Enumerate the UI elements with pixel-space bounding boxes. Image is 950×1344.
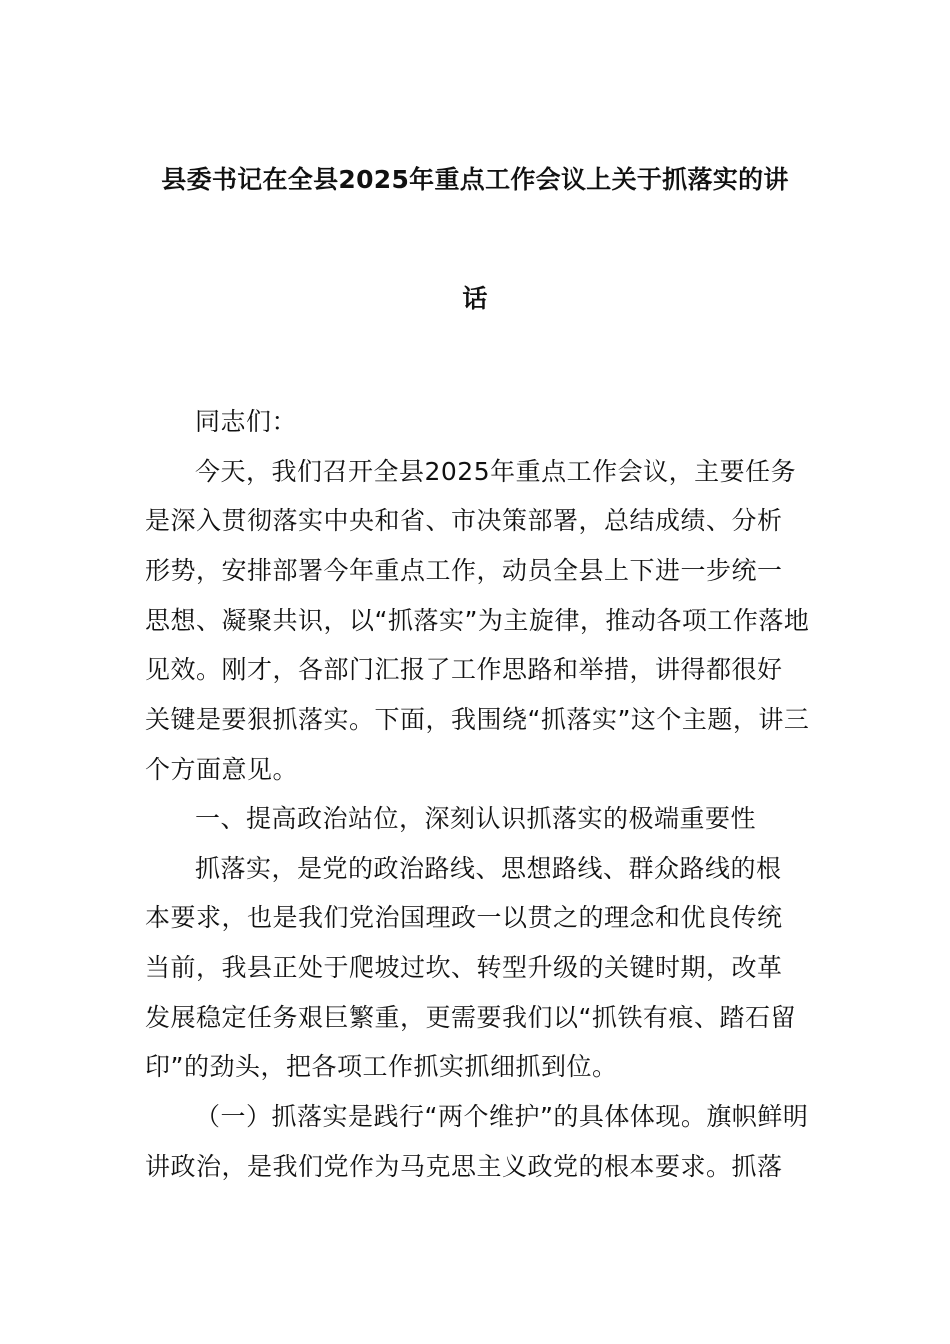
document-title-line-2: 话 [462, 284, 488, 313]
paragraph-line: 关键是要狠抓落实。下面，我围绕“抓落实”这个主题，讲三 [145, 705, 810, 734]
document-title-line-1: 县委书记在全县2025年重点工作会议上关于抓落实的讲 [161, 165, 789, 194]
paragraph-line: 发展稳定任务艰巨繁重，更需要我们以“抓铁有痕、踏石留 [145, 1003, 796, 1032]
section-heading: 一、提高政治站位，深刻认识抓落实的极端重要性 [195, 804, 757, 833]
paragraph-line: 讲政治，是我们党作为马克思主义政党的根本要求。抓落 [145, 1152, 783, 1181]
paragraph-line: 思想、凝聚共识，以“抓落实”为主旋律，推动各项工作落地 [145, 606, 810, 635]
paragraph-line: 个方面意见。 [145, 755, 299, 784]
paragraph-line: 抓落实，是党的政治路线、思想路线、群众路线的根 [195, 854, 782, 883]
paragraph-line: 形势，安排部署今年重点工作，动员全县上下进一步统一 [145, 556, 783, 585]
paragraph-line: 见效。刚才，各部门汇报了工作思路和举措，讲得都很好 [145, 655, 783, 684]
subsection-line: （一）抓落实是践行“两个维护”的具体体现。旗帜鲜明 [195, 1102, 809, 1131]
paragraph-line: 本要求，也是我们党治国理政一以贯之的理念和优良传统 [145, 903, 783, 932]
paragraph-line: 印”的劲头，把各项工作抓实抓细抓到位。 [145, 1052, 618, 1081]
paragraph-line: 是深入贯彻落实中央和省、市决策部署，总结成绩、分析 [145, 506, 783, 535]
paragraph-line: 今天，我们召开全县2025年重点工作会议，主要任务 [195, 457, 797, 486]
paragraph-line: 当前，我县正处于爬坡过坎、转型升级的关键时期，改革 [145, 953, 783, 982]
salutation: 同志们： [195, 407, 298, 436]
